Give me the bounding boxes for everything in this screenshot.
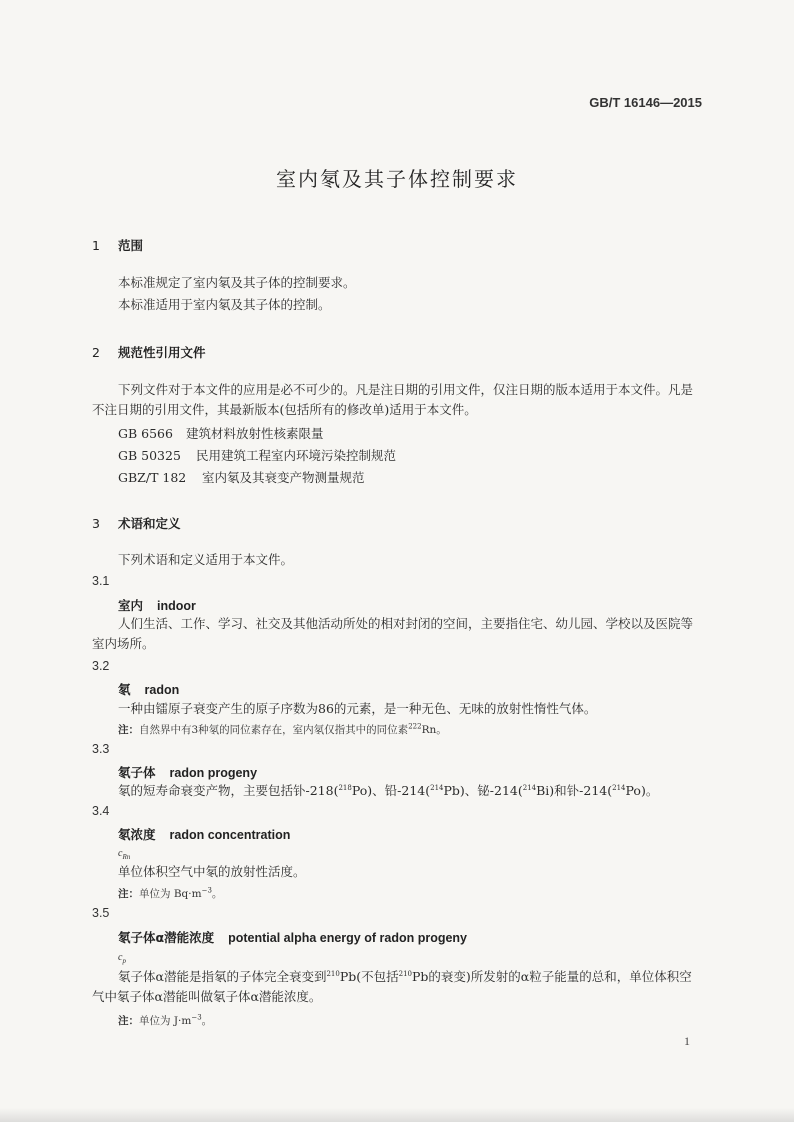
term-note <box>118 886 222 901</box>
definition-part: Pb的衰变)所发射的α粒子能量的总和，单位体积空气中氡子体α潜能叫做氡子体α潜能浓度。 <box>92 969 692 1004</box>
isotope-mass: 222 <box>408 722 422 731</box>
term-english: indoor <box>157 599 196 613</box>
note-label: 注： <box>118 888 139 900</box>
term-heading <box>118 680 179 698</box>
note-tail: 。 <box>201 1015 213 1027</box>
clause-number: 3.4 <box>92 804 110 818</box>
reference-title: 建筑材料放射性核素限量 <box>186 426 324 441</box>
reference-code: GBZ/T 182 <box>118 470 187 485</box>
unit-exponent: −3 <box>191 1013 202 1022</box>
definition-part: Bi)和钋-214( <box>536 783 613 798</box>
definition-part: Pb(不包括 <box>339 969 399 984</box>
note-text: 自然界中有3种氡的同位素存在，室内氡仅指其中的同位素 <box>139 724 409 736</box>
symbol-subscript: p <box>122 957 126 965</box>
section-2-heading <box>92 343 206 361</box>
definition-part: Pb)、铋-214( <box>443 783 523 798</box>
symbol-letter: c <box>118 848 123 859</box>
section-title: 规范性引用文件 <box>118 345 206 360</box>
term-english: radon progeny <box>169 766 258 780</box>
note-tail: 。 <box>211 888 223 900</box>
clause-number: 3.1 <box>92 574 110 588</box>
section-3-heading <box>92 514 181 532</box>
definition-part: 氡子体α潜能是指氡的子体完全衰变到 <box>118 969 327 984</box>
definition-part: Po)、铅-214( <box>351 783 431 798</box>
reference-item <box>118 446 730 466</box>
note-label: 注： <box>118 1015 139 1027</box>
scope-paragraph-1: 本标准规定了室内氡及其子体的控制要求。 <box>118 275 356 290</box>
symbol-subscript: Rn <box>122 853 131 861</box>
clause-number: 3.3 <box>92 742 110 756</box>
document-title: 室内氡及其子体控制要求 <box>276 167 518 191</box>
term-definition: 单位体积空气中氡的放射性活度。 <box>118 864 306 879</box>
section-title: 范围 <box>118 238 144 253</box>
term-heading <box>118 763 257 781</box>
isotope-mass: 210 <box>398 969 412 978</box>
term-symbol <box>118 952 126 965</box>
term-note <box>118 722 447 737</box>
isotope-mass: 218 <box>338 783 352 792</box>
reference-code: GB 6566 <box>118 426 173 441</box>
term-definition: 一种由镭原子衰变产生的原子序数为86的元素，是一种无色、无味的放射性惰性气体。 <box>118 701 597 716</box>
page-number: 1 <box>684 1034 690 1048</box>
scope-paragraph-2: 本标准适用于室内氡及其子体的控制。 <box>118 297 331 312</box>
standard-number: GB/T 16146—2015 <box>589 95 702 110</box>
note-text: 单位为 Bq·m <box>139 888 202 900</box>
references-intro: 下列文件对于本文件的应用是必不可少的。凡是注日期的引用文件，仅注日期的版本适用于本文件。凡是不注日期的引用文件，其最新版本(包括所有的修改单)适用于本文件。 <box>92 382 694 417</box>
term-english: radon concentration <box>169 828 291 842</box>
term-chinese: 氡 <box>118 682 131 697</box>
section-number: 2 <box>92 345 100 360</box>
term-chinese: 氡浓度 <box>118 827 156 842</box>
note-text: 单位为 J·m <box>139 1015 192 1027</box>
section-number: 3 <box>92 516 100 531</box>
isotope-mass: 210 <box>326 969 340 978</box>
term-definition <box>92 781 704 801</box>
scan-shadow <box>0 1108 794 1122</box>
clause-number: 3.5 <box>92 906 110 920</box>
note-label: 注： <box>118 724 139 736</box>
reference-title: 室内氡及其衰变产物测量规范 <box>202 470 365 485</box>
terms-intro: 下列术语和定义适用于本文件。 <box>118 552 294 567</box>
term-definition <box>92 967 704 1007</box>
reference-code: GB 50325 <box>118 448 181 463</box>
term-note <box>118 1013 212 1028</box>
reference-title: 民用建筑工程室内环境污染控制规范 <box>196 448 397 463</box>
reference-item <box>118 424 730 444</box>
term-chinese: 氡子体α潜能浓度 <box>118 930 215 945</box>
term-chinese: 氡子体 <box>118 765 156 780</box>
clause-number: 3.2 <box>92 659 110 673</box>
term-heading <box>118 825 290 843</box>
section-1-heading <box>92 236 143 254</box>
isotope-mass: 214 <box>522 783 537 792</box>
term-english: radon <box>144 683 180 697</box>
unit-exponent: −3 <box>201 886 212 895</box>
term-chinese: 室内 <box>118 598 144 613</box>
term-english: potential alpha energy of radon progeny <box>228 931 468 945</box>
section-title: 术语和定义 <box>118 516 181 531</box>
definition-part: Po)。 <box>625 783 659 798</box>
term-heading <box>118 596 196 614</box>
term-definition: 人们生活、工作、学习、社交及其他活动所处的相对封闭的空间，主要指住宅、幼儿园、学校以及医院等室内场所。 <box>92 616 694 651</box>
isotope-mass: 214 <box>430 783 444 792</box>
reference-item <box>118 468 730 488</box>
note-tail: Rn。 <box>421 724 447 736</box>
symbol-letter: c <box>118 952 123 963</box>
term-symbol <box>118 848 130 861</box>
definition-part: 氡的短寿命衰变产物，主要包括钋-218( <box>118 783 339 798</box>
isotope-mass: 214 <box>612 783 626 792</box>
section-number: 1 <box>92 238 100 253</box>
term-heading <box>118 928 467 946</box>
